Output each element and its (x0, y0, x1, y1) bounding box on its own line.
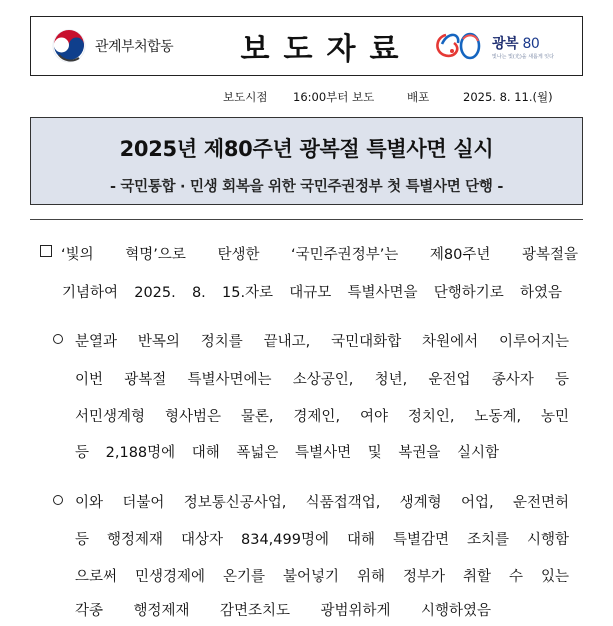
paragraph-line: 등 행정제재 대상자 834,499명에 대해 특별감면 조치를 시행함 (75, 532, 569, 548)
date-value: 2025. 8. 11.(월) (463, 90, 553, 104)
gwangbok-80-logo (432, 29, 582, 63)
release-meta (0, 89, 613, 103)
date-label: 배포 (407, 90, 430, 104)
release-label: 보도시점 (223, 90, 268, 104)
sub-title: - 국민통합 · 민생 회복을 위한 국민주권정부 첫 특별사면 단행 - (109, 179, 504, 195)
paragraph-line: ‘빛의 혁명’으로 탄생한 ‘국민주권정부’는 제80주년 광복절을 (61, 247, 578, 263)
circle-bullet-icon (53, 334, 63, 344)
press-release-title: 보도자료 (240, 32, 413, 67)
paragraph-line: 분열과 반목의 정치를 끝내고, 국민대화합 차원에서 이루어지는 (75, 334, 569, 350)
ministry-label: 관계부처합동 (95, 39, 174, 55)
gwangbok-80-mark-icon (432, 29, 490, 63)
main-title: 2025년 제80주년 광복절 특별사면 실시 (119, 137, 494, 161)
taegeuk-emblem-icon (51, 28, 87, 64)
paragraph-line: 각종 행정제재 감면조치도 광범위하게 시행하였음 (75, 603, 491, 619)
gwangbok-logo-text: 광복 80 (492, 35, 540, 52)
circle-bullet-icon (53, 495, 63, 505)
paragraph-line: 이번 광복절 특별사면에는 소상공인, 청년, 운전업 종사자 등 (75, 372, 569, 388)
title-box (30, 117, 583, 205)
ministry-block (31, 28, 221, 64)
divider (30, 219, 583, 220)
paragraph-line: 등 2,188명에 대해 폭넓은 특별사면 및 복권을 실시함 (75, 445, 499, 461)
paragraph-line: 이와 더불어 정보통신공사업, 식품접객업, 생계형 어업, 운전면허 (75, 495, 569, 511)
square-bullet-icon (40, 245, 52, 257)
paragraph-line: 기념하여 2025. 8. 15.자로 대규모 특별사면을 단행하기로 하였음 (62, 285, 562, 301)
press-release-header (30, 16, 583, 76)
gwangbok-slogan: 빛나는 빛(光)을 새롭게 잇다 (492, 53, 554, 60)
release-value: 16:00부터 보도 (293, 90, 375, 104)
paragraph-line: 서민생계형 형사범은 물론, 경제인, 여야 정치인, 노동계, 농민 (75, 409, 569, 425)
paragraph-line: 으로써 민생경제에 온기를 불어넣기 위해 정부가 취할 수 있는 (75, 569, 569, 585)
